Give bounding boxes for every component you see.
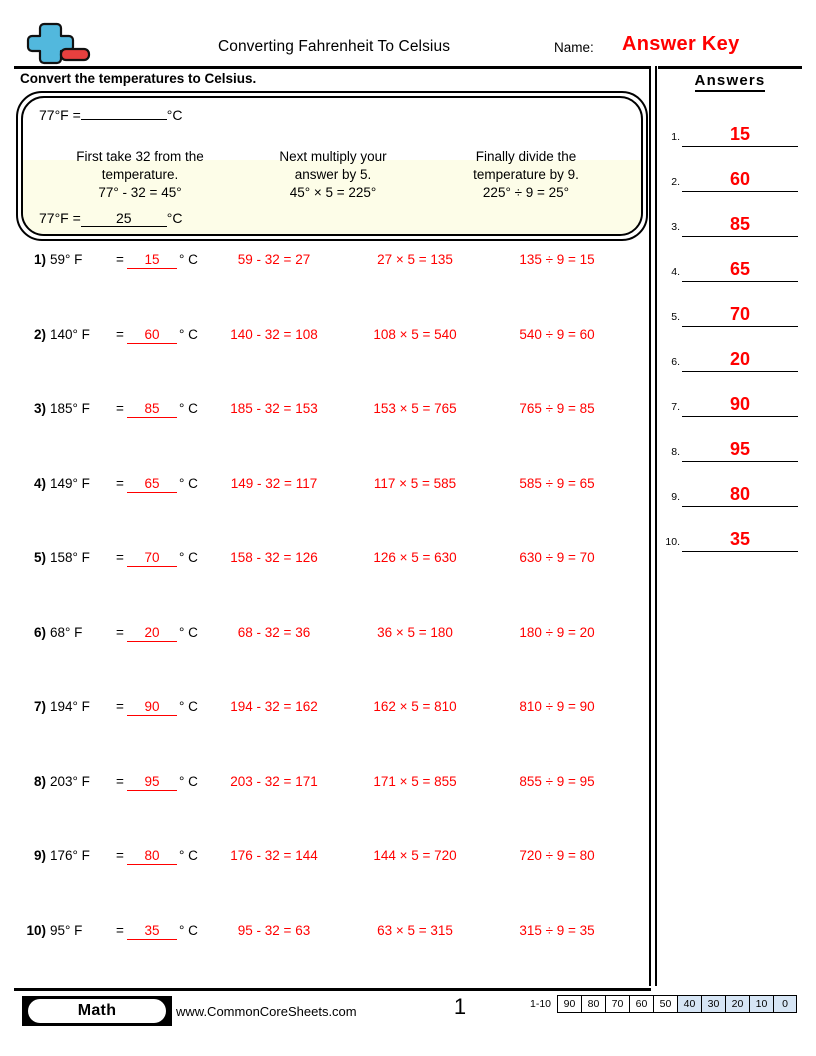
problem-step-3: 720 ÷ 9 = 80 bbox=[519, 848, 595, 863]
problem-step-1: 149 - 32 = 117 bbox=[230, 475, 318, 491]
problem-step-1: 185 - 32 = 153 bbox=[230, 401, 318, 416]
problem-answer-blank[interactable]: 85 bbox=[127, 401, 177, 418]
problem-step-2: 126 × 5 = 630 bbox=[373, 550, 457, 565]
answer-key-value: 90 bbox=[682, 394, 798, 417]
answer-key-index: 6. bbox=[671, 356, 680, 368]
example-step-3-line2: temperature by 9. bbox=[473, 167, 579, 182]
instructions-text: Convert the temperatures to Celsius. bbox=[20, 71, 257, 86]
header-divider-right bbox=[658, 66, 802, 69]
problem-step-3: 585 ÷ 9 = 65 bbox=[519, 475, 595, 491]
problem-celsius-unit: ° C bbox=[179, 922, 198, 938]
answer-key-row bbox=[658, 464, 804, 509]
problem-row bbox=[14, 695, 650, 770]
example-solution-value: 25 bbox=[81, 210, 167, 227]
problem-celsius-unit: ° C bbox=[179, 252, 198, 267]
example-step-3-line1: Finally divide the bbox=[475, 149, 577, 164]
problem-step-2: 171 × 5 = 855 bbox=[373, 773, 457, 789]
example-step-1-work: 77° - 32 = 45° bbox=[98, 185, 182, 200]
problem-equals: = bbox=[116, 475, 124, 491]
score-scale-cell[interactable]: 10 bbox=[749, 995, 773, 1013]
example-solution-suffix: °C bbox=[166, 210, 183, 226]
example-prompt-suffix: °C bbox=[166, 107, 183, 123]
score-scale bbox=[528, 995, 797, 1013]
problem-answer-blank[interactable]: 95 bbox=[127, 774, 177, 791]
problem-fahrenheit: 68° F bbox=[50, 624, 83, 640]
problem-row bbox=[14, 472, 650, 547]
problem-equals: = bbox=[116, 326, 124, 342]
answer-key-value: 80 bbox=[682, 484, 798, 507]
example-solution-prefix: 77°F = bbox=[39, 210, 81, 226]
answer-key-badge: Answer Key bbox=[622, 33, 740, 55]
problem-celsius-unit: ° C bbox=[179, 475, 198, 491]
problem-step-1: 59 - 32 = 27 bbox=[237, 252, 311, 267]
problem-fahrenheit: 95° F bbox=[50, 922, 83, 938]
problem-number: 7) bbox=[33, 699, 46, 714]
problem-celsius-unit: ° C bbox=[179, 773, 198, 789]
example-step-1-line2: temperature. bbox=[101, 167, 179, 182]
problem-number: 6) bbox=[33, 624, 46, 640]
subject-badge-label: Math bbox=[28, 999, 166, 1023]
score-scale-label: 1-10 bbox=[530, 998, 552, 1010]
answer-key-index: 5. bbox=[671, 311, 680, 323]
answer-key-row bbox=[658, 374, 804, 419]
answer-key-value: 60 bbox=[682, 169, 798, 192]
problem-step-1: 95 - 32 = 63 bbox=[237, 922, 311, 938]
column-divider-inner bbox=[655, 66, 657, 986]
answer-key-row bbox=[658, 329, 804, 374]
problem-step-1: 158 - 32 = 126 bbox=[230, 550, 318, 565]
problem-answer-blank[interactable]: 80 bbox=[127, 848, 177, 865]
problem-answer-blank[interactable]: 90 bbox=[127, 699, 177, 716]
problem-row bbox=[14, 919, 650, 994]
score-scale-cell[interactable]: 80 bbox=[581, 995, 605, 1013]
answer-key-index: 3. bbox=[671, 221, 680, 233]
page-title: Converting Fahrenheit To Celsius bbox=[217, 38, 451, 55]
example-step-2-line2: answer by 5. bbox=[294, 167, 372, 182]
problem-number: 8) bbox=[33, 773, 46, 789]
problem-step-1: 203 - 32 = 171 bbox=[230, 773, 318, 789]
problem-step-1: 140 - 32 = 108 bbox=[230, 326, 318, 342]
problem-fahrenheit: 203° F bbox=[50, 773, 90, 789]
answers-heading bbox=[658, 72, 802, 89]
problem-answer-blank[interactable]: 60 bbox=[127, 327, 177, 344]
example-step-3-work: 225° ÷ 9 = 25° bbox=[482, 185, 570, 200]
answers-heading-text: Answers bbox=[695, 72, 766, 92]
problem-equals: = bbox=[116, 550, 124, 565]
subject-badge bbox=[22, 996, 172, 1026]
answer-key-list bbox=[658, 104, 804, 554]
problem-row bbox=[14, 323, 650, 398]
example-step-1-line1: First take 32 from the bbox=[76, 149, 204, 164]
problem-row bbox=[14, 770, 650, 845]
problem-number: 1) bbox=[33, 252, 46, 267]
problem-fahrenheit: 149° F bbox=[50, 475, 90, 491]
problem-step-2: 153 × 5 = 765 bbox=[373, 401, 457, 416]
header-divider bbox=[14, 66, 651, 69]
problem-equals: = bbox=[116, 252, 124, 267]
example-prompt bbox=[39, 107, 183, 123]
page-header bbox=[14, 22, 802, 66]
problem-step-2: 162 × 5 = 810 bbox=[373, 699, 457, 714]
answer-key-index: 4. bbox=[671, 266, 680, 278]
problem-row bbox=[14, 546, 650, 621]
problem-celsius-unit: ° C bbox=[179, 550, 198, 565]
answer-key-index: 8. bbox=[671, 446, 680, 458]
problem-step-3: 855 ÷ 9 = 95 bbox=[519, 773, 595, 789]
example-box bbox=[16, 91, 648, 241]
problem-celsius-unit: ° C bbox=[179, 326, 198, 342]
problem-answer-blank[interactable]: 35 bbox=[127, 923, 177, 940]
answer-key-index: 10. bbox=[665, 536, 680, 548]
problem-step-2: 117 × 5 = 585 bbox=[373, 475, 457, 491]
problem-step-3: 135 ÷ 9 = 15 bbox=[519, 252, 595, 267]
problem-number: 3) bbox=[33, 401, 46, 416]
example-prompt-prefix: 77°F = bbox=[39, 107, 81, 123]
problem-step-3: 765 ÷ 9 = 85 bbox=[519, 401, 595, 416]
score-scale-cell[interactable]: 70 bbox=[605, 995, 629, 1013]
problem-celsius-unit: ° C bbox=[179, 401, 198, 416]
example-step-1 bbox=[45, 148, 235, 202]
problem-step-2: 108 × 5 = 540 bbox=[373, 326, 457, 342]
answer-key-value: 35 bbox=[682, 529, 798, 552]
problem-step-1: 176 - 32 = 144 bbox=[230, 848, 318, 863]
problem-answer-blank[interactable]: 15 bbox=[127, 252, 177, 269]
problem-number: 10) bbox=[26, 922, 46, 938]
problem-step-3: 540 ÷ 9 = 60 bbox=[519, 326, 595, 342]
answer-key-row bbox=[658, 104, 804, 149]
answer-key-row bbox=[658, 284, 804, 329]
problem-step-1: 194 - 32 = 162 bbox=[230, 699, 318, 714]
answer-key-row bbox=[658, 509, 804, 554]
answer-key-row bbox=[658, 239, 804, 284]
problem-step-2: 27 × 5 = 135 bbox=[377, 252, 453, 267]
problem-step-2: 144 × 5 = 720 bbox=[373, 848, 457, 863]
problem-fahrenheit: 176° F bbox=[50, 848, 90, 863]
answer-key-value: 65 bbox=[682, 259, 798, 282]
problem-row bbox=[14, 621, 650, 696]
answer-key-value: 70 bbox=[682, 304, 798, 327]
problem-row bbox=[14, 397, 650, 472]
answer-key-index: 9. bbox=[671, 491, 680, 503]
score-scale-cell[interactable]: 60 bbox=[629, 995, 653, 1013]
score-scale-cell[interactable]: 20 bbox=[725, 995, 749, 1013]
footer-divider bbox=[14, 988, 651, 991]
problem-number: 5) bbox=[33, 550, 46, 565]
problem-answer-blank[interactable]: 70 bbox=[127, 550, 177, 567]
problem-equals: = bbox=[116, 922, 124, 938]
problem-step-1: 68 - 32 = 36 bbox=[237, 624, 311, 640]
score-scale-cell[interactable]: 50 bbox=[653, 995, 677, 1013]
answer-key-row bbox=[658, 419, 804, 464]
answer-key-value: 95 bbox=[682, 439, 798, 462]
score-scale-cell[interactable]: 30 bbox=[701, 995, 725, 1013]
problem-fahrenheit: 194° F bbox=[50, 699, 90, 714]
score-scale-cell[interactable]: 40 bbox=[677, 995, 701, 1013]
answer-key-index: 7. bbox=[671, 401, 680, 413]
problem-celsius-unit: ° C bbox=[179, 848, 198, 863]
example-solution bbox=[39, 210, 183, 227]
problem-fahrenheit: 140° F bbox=[50, 326, 90, 342]
score-scale-cell[interactable]: 90 bbox=[557, 995, 581, 1013]
problem-answer-blank[interactable]: 65 bbox=[127, 476, 177, 493]
problem-equals: = bbox=[116, 699, 124, 714]
problem-fahrenheit: 59° F bbox=[50, 252, 83, 267]
problem-number: 9) bbox=[33, 848, 46, 863]
problem-row bbox=[14, 248, 650, 323]
problem-equals: = bbox=[116, 773, 124, 789]
answer-key-index: 2. bbox=[671, 176, 680, 188]
example-box-inner bbox=[21, 96, 643, 236]
problem-list bbox=[14, 248, 650, 993]
page-number: 1 bbox=[453, 994, 467, 1019]
example-step-3 bbox=[431, 148, 621, 202]
problem-step-2: 36 × 5 = 180 bbox=[377, 624, 453, 640]
answer-key-row bbox=[658, 149, 804, 194]
score-scale-cell[interactable]: 0 bbox=[773, 995, 797, 1013]
problem-celsius-unit: ° C bbox=[179, 624, 198, 640]
site-url: www.CommonCoreSheets.com bbox=[176, 1004, 357, 1019]
problem-step-3: 810 ÷ 9 = 90 bbox=[519, 699, 595, 714]
problem-answer-blank[interactable]: 20 bbox=[127, 625, 177, 642]
problem-fahrenheit: 158° F bbox=[50, 550, 90, 565]
answer-key-value: 85 bbox=[682, 214, 798, 237]
problem-equals: = bbox=[116, 624, 124, 640]
name-label: Name: bbox=[554, 40, 594, 55]
answer-key-row bbox=[658, 194, 804, 239]
problem-step-2: 63 × 5 = 315 bbox=[377, 922, 453, 938]
problem-step-3: 315 ÷ 9 = 35 bbox=[519, 922, 595, 938]
answer-key-value: 20 bbox=[682, 349, 798, 372]
example-step-2-line1: Next multiply your bbox=[279, 149, 387, 164]
problem-row bbox=[14, 844, 650, 919]
answer-key-index: 1. bbox=[671, 131, 680, 143]
problem-equals: = bbox=[116, 848, 124, 863]
problem-number: 2) bbox=[33, 326, 46, 342]
problem-number: 4) bbox=[33, 475, 46, 491]
problem-fahrenheit: 185° F bbox=[50, 401, 90, 416]
answer-key-value: 15 bbox=[682, 124, 798, 147]
example-prompt-blank[interactable] bbox=[81, 119, 167, 120]
problem-celsius-unit: ° C bbox=[179, 699, 198, 714]
problem-step-3: 180 ÷ 9 = 20 bbox=[519, 624, 595, 640]
example-step-2-work: 45° × 5 = 225° bbox=[289, 185, 377, 200]
example-step-2 bbox=[238, 148, 428, 202]
problem-step-3: 630 ÷ 9 = 70 bbox=[519, 550, 595, 565]
problem-equals: = bbox=[116, 401, 124, 416]
